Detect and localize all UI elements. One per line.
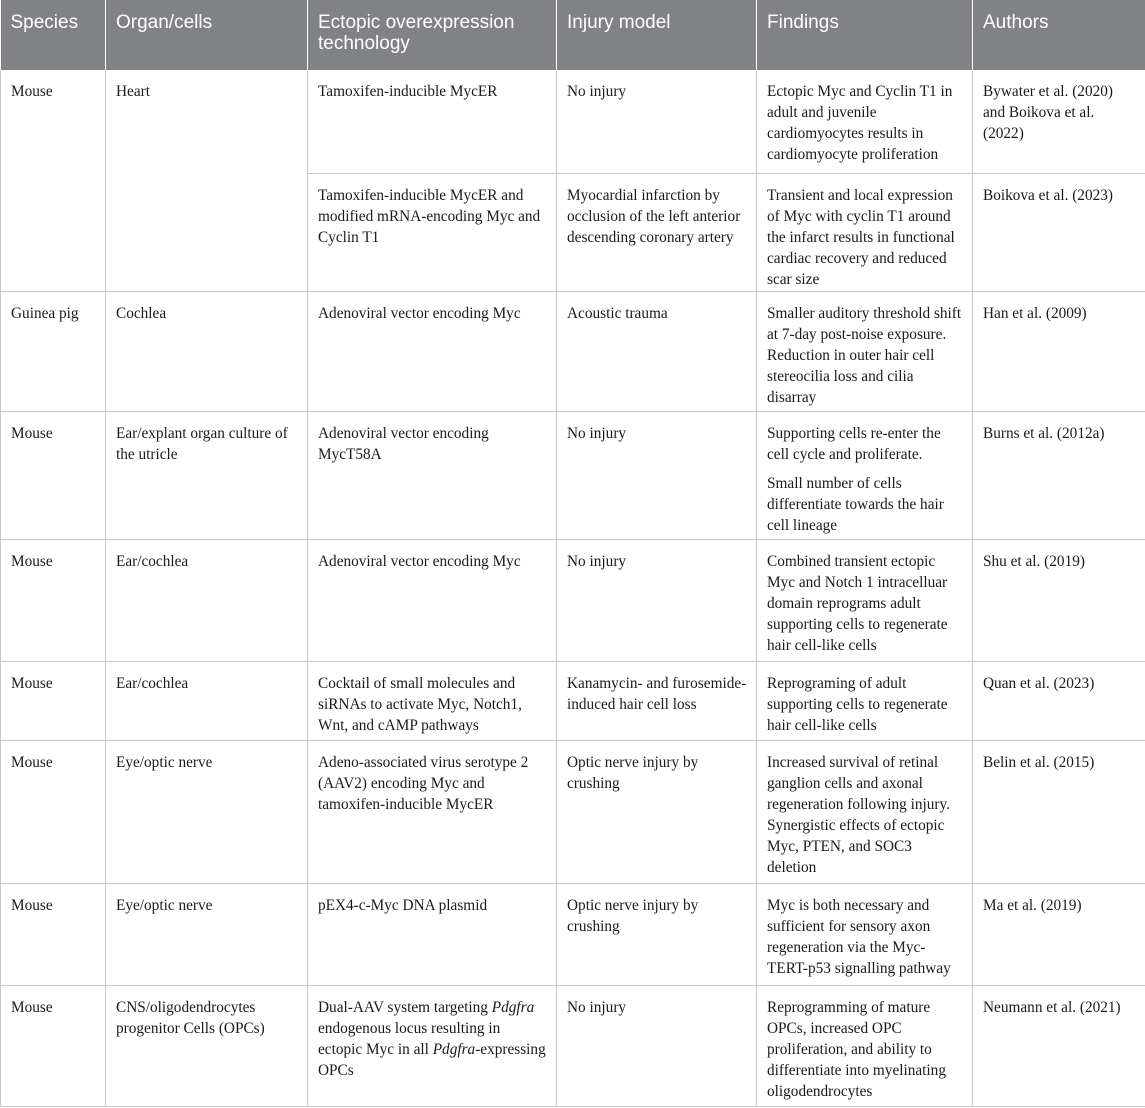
gene-name-italic: Pdgfra [432,1040,476,1058]
technology-text: endogenous locus resulting in ectopic Myc in all [318,1019,501,1058]
table-row [1,539,1145,661]
cell-technology: pEX4-c-Myc DNA plasmid [308,883,557,985]
cell-findings: Smaller auditory threshold shift at 7-day post-noise exposure. Reduction in outer hair cell stereocilia loss and cilia disarray [757,291,973,411]
cell-injury: Optic nerve injury by crushing [557,740,757,883]
cell-injury: Myocardial infarction by occlusion of the left anterior descending coronary artery [557,173,757,291]
cell-species: Mouse [1,985,106,1106]
header-species: Species [1,0,106,70]
cell-authors: Shu et al. (2019) [973,539,1145,661]
cell-findings: Myc is both necessary and sufficient for sensory axon regeneration via the Myc-TERT-p53 signalling pathway [757,883,973,985]
header-findings: Findings [757,0,973,70]
cell-authors: Han et al. (2009) [973,291,1145,411]
cell-technology: Tamoxifen-inducible MycER and modified mRNA-encoding Myc and Cyclin T1 [308,173,557,291]
table-row [1,411,1145,539]
table-row [1,740,1145,883]
cell-injury: Acoustic trauma [557,291,757,411]
cell-injury: No injury [557,539,757,661]
technology-text: -expressing OPCs [318,1040,546,1079]
cell-organ: Eye/optic nerve [106,740,308,883]
cell-injury: No injury [557,411,757,539]
cell-organ: Ear/cochlea [106,661,308,740]
cell-injury: No injury [557,70,757,173]
gene-name-italic: Pdgfra [491,998,535,1016]
cell-authors: Bywater et al. (2020) and Boikova et al. (2022) [973,70,1145,173]
cell-injury: Kanamycin- and furosemide-induced hair cell loss [557,661,757,740]
cell-species: Mouse [1,740,106,883]
cell-authors: Belin et al. (2015) [973,740,1145,883]
header-authors: Authors [973,0,1145,70]
header-technology: Ectopic overexpression technology [308,0,557,70]
cell-findings: Combined transient ectopic Myc and Notch 1 intracelluar domain reprograms adult supporting cells to regenerate hair cell-like cells [757,539,973,661]
technology-text: Dual-AAV system targeting [318,998,492,1016]
cell-species: Mouse [1,539,106,661]
cell-technology: Adeno-associated virus serotype 2 (AAV2) encoding Myc and tamoxifen-inducible MycER [308,740,557,883]
cell-findings [757,411,973,539]
cell-findings: Transient and local expression of Myc with cyclin T1 around the infarct results in functional cardiac recovery and reduced scar size [757,173,973,291]
cell-findings: Ectopic Myc and Cyclin T1 in adult and juvenile cardiomyocytes results in cardiomyocyte proliferation [757,70,973,173]
cell-technology: Adenoviral vector encoding Myc [308,539,557,661]
cell-technology: Tamoxifen-inducible MycER [308,70,557,173]
cell-organ: CNS/oligodendrocytes progenitor Cells (OPCs) [106,985,308,1106]
cell-species: Mouse [1,883,106,985]
cell-authors: Burns et al. (2012a) [973,411,1145,539]
header-injury: Injury model [557,0,757,70]
cell-organ: Ear/cochlea [106,539,308,661]
cell-technology: Cocktail of small molecules and siRNAs to activate Myc, Notch1, Wnt, and cAMP pathways [308,661,557,740]
cell-injury: Optic nerve injury by crushing [557,883,757,985]
table-row [1,985,1145,1106]
cell-technology: Adenoviral vector encoding MycT58A [308,411,557,539]
cell-organ: Cochlea [106,291,308,411]
cell-technology: Adenoviral vector encoding Myc [308,291,557,411]
cell-organ: Heart [106,70,308,291]
cell-findings: Increased survival of retinal ganglion cells and axonal regeneration following injury. Synergistic effects of ectopic Myc, PTEN, and SOC3 deletion [757,740,973,883]
cell-technology [308,985,557,1106]
table-row [1,883,1145,985]
table-header [1,0,1145,70]
cell-species: Guinea pig [1,291,106,411]
cell-findings: Reprogramming of mature OPCs, increased OPC proliferation, and ability to differentiate into myelinating oligodendrocytes [757,985,973,1106]
cell-authors: Quan et al. (2023) [973,661,1145,740]
cell-species: Mouse [1,661,106,740]
header-row [1,0,1145,70]
cell-findings: Reprograming of adult supporting cells to regenerate hair cell-like cells [757,661,973,740]
cell-species: Mouse [1,411,106,539]
table-row [1,70,1145,173]
cell-authors: Neumann et al. (2021) [973,985,1145,1106]
table-body [1,70,1145,1106]
cell-organ: Eye/optic nerve [106,883,308,985]
cell-organ: Ear/explant organ culture of the utricle [106,411,308,539]
header-organ: Organ/cells [106,0,308,70]
cell-species: Mouse [1,70,106,291]
cell-authors: Boikova et al. (2023) [973,173,1145,291]
findings-paragraph: Small number of cells differentiate towards the hair cell lineage [767,474,944,534]
cell-injury: No injury [557,985,757,1106]
cell-authors: Ma et al. (2019) [973,883,1145,985]
table-row [1,291,1145,411]
findings-paragraph: Supporting cells re-enter the cell cycle and proliferate. [767,424,941,463]
table-row [1,661,1145,740]
